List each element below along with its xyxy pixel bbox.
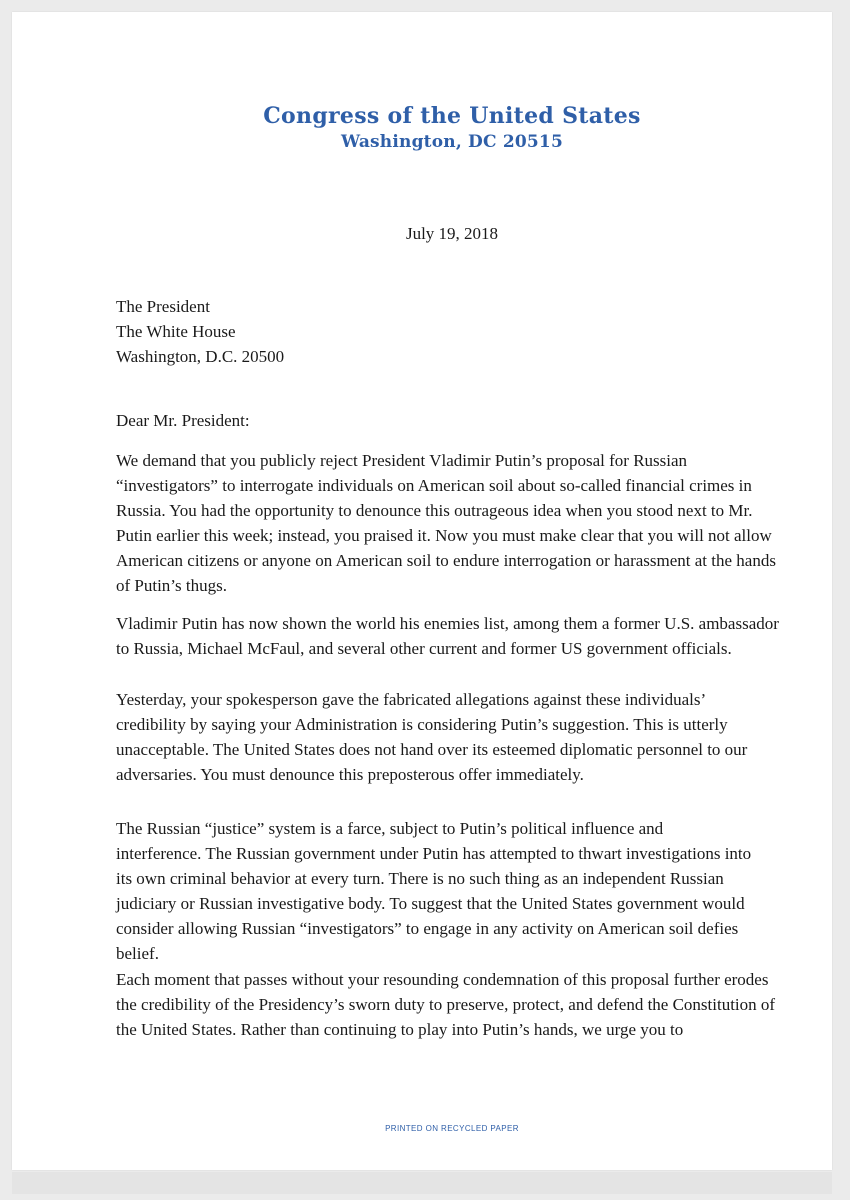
paragraph-line: its own criminal behavior at every turn. There is no such thing as an independent Russian: [116, 869, 724, 888]
paragraph-line: We demand that you publicly reject President Vladimir Putin’s proposal for Russian: [116, 451, 688, 470]
paragraph-line: Yesterday, your spokesperson gave the fabricated allegations against these individuals’: [116, 690, 707, 709]
paragraph: [116, 816, 806, 966]
paragraph-line: Each moment that passes without your resounding condemnation of this proposal further erodes: [116, 970, 769, 989]
recipient-line: The President: [116, 297, 210, 316]
paragraph-line: Putin earlier this week; instead, you praised it. Now you must make clear that you will not allow: [116, 526, 772, 545]
paragraph-line: “investigators” to interrogate individuals on American soil about so-called financial crimes in: [116, 476, 752, 495]
paragraph-line: credibility by saying your Administration is considering Putin’s suggestion. This is utterly: [116, 715, 728, 734]
letter-date: July 19, 2018: [405, 224, 499, 243]
paragraph: [116, 967, 806, 1042]
paragraph-line: the credibility of the Presidency’s sworn duty to preserve, protect, and defend the Constitution of: [116, 995, 776, 1014]
paragraph-line: Russia. You had the opportunity to denounce this outrageous idea when you stood next to Mr.: [116, 501, 753, 520]
recycled-paper-footer: PRINTED ON RECYCLED PAPER: [385, 1124, 519, 1133]
recipient-address: [116, 294, 284, 369]
recipient-line: The White House: [116, 322, 236, 341]
next-page-edge: [12, 1172, 832, 1194]
paragraph: [116, 687, 806, 787]
letter-page: [12, 12, 832, 1170]
paragraph-line: belief.: [116, 944, 159, 963]
paragraph-line: Vladimir Putin has now shown the world his enemies list, among them a former U.S. ambassador: [116, 614, 779, 633]
recipient-line: Washington, D.C. 20500: [116, 347, 285, 366]
letterhead-address: Washington, DC 20515: [341, 132, 563, 152]
salutation: Dear Mr. President:: [116, 411, 250, 430]
paragraph-line: American citizens or anyone on American soil to endure interrogation or harassment at the hands: [116, 551, 776, 570]
letterhead-title: Congress of the United States: [263, 103, 641, 129]
paragraph-line: unacceptable. The United States does not hand over its esteemed diplomatic personnel to our: [116, 740, 748, 759]
paragraph-line: adversaries. You must denounce this preposterous offer immediately.: [116, 765, 584, 784]
paragraph-line: interference. The Russian government under Putin has attempted to thwart investigations into: [116, 844, 752, 863]
paragraph-line: consider allowing Russian “investigators” to engage in any activity on American soil defies: [116, 919, 739, 938]
paragraph-line: judiciary or Russian investigative body. To suggest that the United States government would: [116, 894, 745, 913]
paragraph: [116, 448, 806, 598]
paragraph: [116, 611, 806, 661]
paragraph-line: The Russian “justice” system is a farce, subject to Putin’s political influence and: [116, 819, 664, 838]
paragraph-line: to Russia, Michael McFaul, and several other current and former US government officials.: [116, 639, 732, 658]
letterhead: [12, 102, 850, 154]
paragraph-line: the United States. Rather than continuing to play into Putin’s hands, we urge you to: [116, 1020, 684, 1039]
paragraph-line: of Putin’s thugs.: [116, 576, 227, 595]
